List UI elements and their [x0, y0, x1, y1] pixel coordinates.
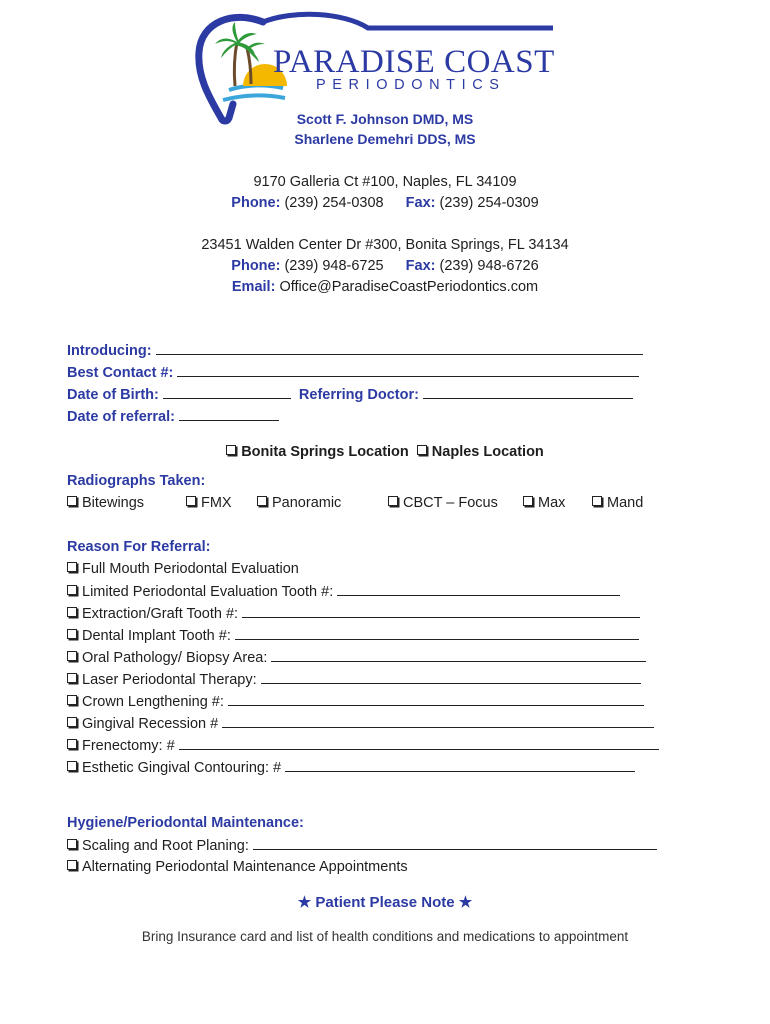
- location-bonita-label: Bonita Springs Location: [241, 444, 409, 460]
- checkbox-extraction-graft[interactable]: [67, 607, 77, 617]
- checkbox-bitewings[interactable]: [67, 496, 77, 506]
- bonita-contact: [0, 258, 770, 274]
- date-of-referral-input[interactable]: [179, 408, 279, 421]
- location-naples-label: Naples Location: [431, 444, 544, 460]
- fax-label: Fax:: [405, 258, 436, 274]
- checkbox-alternating-maintenance[interactable]: [67, 860, 77, 870]
- reason-item: [67, 649, 646, 666]
- referring-doctor-label: Referring Doctor:: [298, 387, 419, 403]
- reason-item: [67, 759, 635, 776]
- email-line: [0, 279, 770, 295]
- reason-label: Crown Lengthening #:: [82, 694, 224, 710]
- reason-label: Laser Periodontal Therapy:: [82, 672, 257, 688]
- fax-label: Fax:: [405, 195, 436, 211]
- checkbox-gingival-recession[interactable]: [67, 717, 77, 727]
- email-label: Email:: [231, 279, 276, 295]
- crown-lengthening-input[interactable]: [228, 693, 644, 706]
- hygiene-label: Scaling and Root Planing:: [82, 838, 249, 854]
- checkbox-fmx[interactable]: [186, 496, 196, 506]
- reason-item: [67, 583, 620, 600]
- reason-label: Esthetic Gingival Contouring: #: [82, 760, 282, 776]
- location-options: [0, 444, 770, 460]
- oral-pathology-input[interactable]: [271, 649, 646, 662]
- reason-label: Dental Implant Tooth #:: [82, 628, 231, 644]
- option-max: Max: [538, 495, 566, 511]
- limited-eval-tooth-input[interactable]: [337, 583, 620, 596]
- bonita-address: 23451 Walden Center Dr #300, Bonita Springs, FL 34134: [201, 237, 569, 253]
- reason-label: Gingival Recession #: [82, 716, 219, 732]
- introducing-label: Introducing:: [67, 343, 152, 359]
- checkbox-mand[interactable]: [592, 496, 602, 506]
- best-contact-label: Best Contact #:: [67, 365, 174, 381]
- naples-contact: [0, 195, 770, 211]
- reason-item: [67, 605, 640, 622]
- checkbox-limited-eval[interactable]: [67, 585, 77, 595]
- reason-item: [67, 561, 299, 577]
- option-mand: Mand: [607, 495, 644, 511]
- patient-note-text: Bring Insurance card and list of health conditions and medications to appointment: [141, 929, 629, 944]
- phone-label: Phone:: [231, 258, 281, 274]
- checkbox-max[interactable]: [523, 496, 533, 506]
- reason-item: [67, 671, 641, 688]
- hygiene-item: [67, 859, 408, 875]
- bonita-fax: (239) 948-6726: [439, 258, 539, 274]
- reason-item: [67, 737, 659, 754]
- checkbox-naples[interactable]: [417, 445, 427, 455]
- doctor-2: Sharlene Demehri DDS, MS: [294, 131, 476, 147]
- dob-referring-field: [67, 386, 633, 403]
- option-cbct-focus: CBCT – Focus: [403, 495, 498, 511]
- checkbox-oral-pathology[interactable]: [67, 651, 77, 661]
- hygiene-item: [67, 837, 657, 854]
- reason-label: Limited Periodontal Evaluation Tooth #:: [82, 584, 334, 600]
- frenectomy-input[interactable]: [179, 737, 659, 750]
- checkbox-scaling-root-planing[interactable]: [67, 839, 77, 849]
- reason-label: Frenectomy: #: [82, 738, 175, 754]
- logo-title: PARADISE COAST: [273, 44, 555, 80]
- scaling-root-planing-input[interactable]: [253, 837, 657, 850]
- dob-input[interactable]: [163, 386, 291, 399]
- checkbox-cbct-focus[interactable]: [388, 496, 398, 506]
- gingival-recession-input[interactable]: [222, 715, 654, 728]
- best-contact-field: [67, 364, 639, 381]
- checkbox-bonita[interactable]: [226, 445, 236, 455]
- introducing-field: [67, 342, 643, 359]
- hygiene-label: Alternating Periodontal Maintenance Appointments: [82, 859, 408, 875]
- checkbox-frenectomy[interactable]: [67, 739, 77, 749]
- phone-label: Phone:: [231, 195, 281, 211]
- option-panoramic: Panoramic: [272, 495, 342, 511]
- reason-item: [67, 627, 639, 644]
- checkbox-panoramic[interactable]: [257, 496, 267, 506]
- naples-fax: (239) 254-0309: [439, 195, 539, 211]
- best-contact-input[interactable]: [177, 364, 639, 377]
- reason-heading: Reason For Referral:: [67, 539, 211, 555]
- checkbox-crown-lengthening[interactable]: [67, 695, 77, 705]
- esthetic-contouring-input[interactable]: [285, 759, 635, 772]
- naples-phone: (239) 254-0308: [284, 195, 384, 211]
- email-link[interactable]: Office@ParadiseCoastPeriodontics.com: [279, 279, 539, 295]
- laser-therapy-input[interactable]: [261, 671, 641, 684]
- doctor-1: Scott F. Johnson DMD, MS: [296, 111, 474, 127]
- reason-label: Full Mouth Periodontal Evaluation: [82, 561, 299, 577]
- option-bitewings: Bitewings: [82, 495, 145, 511]
- checkbox-laser-therapy[interactable]: [67, 673, 77, 683]
- reason-item: [67, 693, 644, 710]
- logo-subtitle: PERIODONTICS: [316, 77, 506, 93]
- hygiene-heading: Hygiene/Periodontal Maintenance:: [67, 815, 304, 831]
- referring-doctor-input[interactable]: [423, 386, 633, 399]
- radiographs-options: [67, 495, 643, 511]
- checkbox-esthetic-contouring[interactable]: [67, 761, 77, 771]
- bonita-phone: (239) 948-6725: [284, 258, 384, 274]
- introducing-input[interactable]: [156, 342, 643, 355]
- naples-address: 9170 Galleria Ct #100, Naples, FL 34109: [253, 174, 517, 190]
- checkbox-full-mouth-eval[interactable]: [67, 562, 77, 572]
- date-of-referral-field: [67, 408, 279, 425]
- extraction-graft-input[interactable]: [242, 605, 640, 618]
- option-fmx: FMX: [201, 495, 232, 511]
- dental-implant-input[interactable]: [235, 627, 639, 640]
- radiographs-heading: Radiographs Taken:: [67, 473, 206, 489]
- dob-label: Date of Birth:: [67, 387, 159, 403]
- reason-label: Oral Pathology/ Biopsy Area:: [82, 650, 268, 666]
- checkbox-dental-implant[interactable]: [67, 629, 77, 639]
- reason-label: Extraction/Graft Tooth #:: [82, 606, 239, 622]
- reason-item: [67, 715, 654, 732]
- date-of-referral-label: Date of referral:: [67, 409, 175, 425]
- patient-note-title: ★ Patient Please Note ★: [297, 894, 473, 911]
